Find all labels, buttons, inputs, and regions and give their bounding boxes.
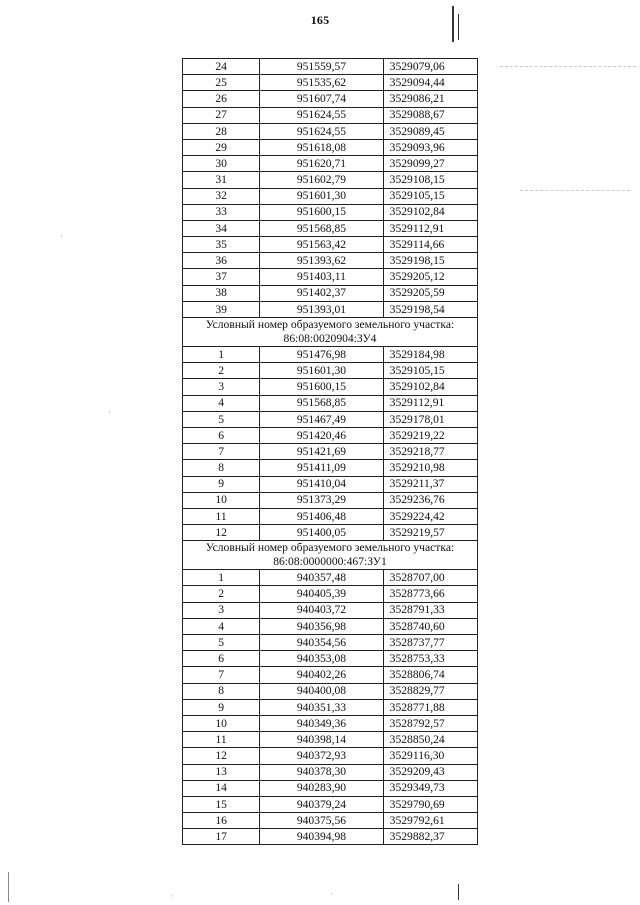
y-coordinate-cell: 3529099,27 bbox=[383, 156, 477, 172]
point-number-cell: 36 bbox=[183, 253, 260, 269]
x-coordinate-cell: 951373,29 bbox=[260, 492, 383, 508]
y-coordinate-cell: 3529112,91 bbox=[383, 395, 477, 411]
table-row bbox=[183, 651, 478, 667]
x-coordinate-cell: 951559,57 bbox=[260, 59, 383, 75]
point-number-cell: 9 bbox=[183, 476, 260, 492]
y-coordinate-cell: 3528850,24 bbox=[383, 732, 477, 748]
table-row bbox=[183, 699, 478, 715]
table-row bbox=[183, 188, 478, 204]
point-number-cell: 25 bbox=[183, 75, 260, 91]
table-row bbox=[183, 156, 478, 172]
table-row bbox=[183, 123, 478, 139]
y-coordinate-cell: 3528829,77 bbox=[383, 683, 477, 699]
table-row bbox=[183, 602, 478, 618]
point-number-cell: 15 bbox=[183, 796, 260, 812]
point-number-cell: 31 bbox=[183, 172, 260, 188]
page-number: 165 bbox=[310, 13, 330, 27]
x-coordinate-cell: 940283,90 bbox=[260, 780, 383, 796]
table-row bbox=[183, 732, 478, 748]
y-coordinate-cell: 3528792,57 bbox=[383, 715, 477, 731]
scan-speck: · bbox=[170, 892, 173, 902]
point-number-cell: 34 bbox=[183, 220, 260, 236]
y-coordinate-cell: 3529102,84 bbox=[383, 379, 477, 395]
x-coordinate-cell: 940349,36 bbox=[260, 715, 383, 731]
y-coordinate-cell: 3529224,42 bbox=[383, 508, 477, 524]
x-coordinate-cell: 951620,71 bbox=[260, 156, 383, 172]
x-coordinate-cell: 940375,56 bbox=[260, 813, 383, 829]
x-coordinate-cell: 951607,74 bbox=[260, 91, 383, 107]
y-coordinate-cell: 3529108,15 bbox=[383, 172, 477, 188]
y-coordinate-cell: 3529114,66 bbox=[383, 237, 477, 253]
scan-dash-line bbox=[520, 190, 630, 191]
y-coordinate-cell: 3528791,33 bbox=[383, 602, 477, 618]
table-row bbox=[183, 635, 478, 651]
table-row bbox=[183, 508, 478, 524]
y-coordinate-cell: 3529089,45 bbox=[383, 123, 477, 139]
section-header-line: 86:08:0000000:467:ЗУ1 bbox=[273, 555, 387, 569]
y-coordinate-cell: 3529205,12 bbox=[383, 269, 477, 285]
point-number-cell: 27 bbox=[183, 107, 260, 123]
section-header-line: 86:08:0020904:ЗУ4 bbox=[283, 332, 377, 345]
table-row bbox=[183, 813, 478, 829]
table-row bbox=[183, 379, 478, 395]
point-number-cell: 11 bbox=[183, 508, 260, 524]
table-row bbox=[183, 139, 478, 155]
point-number-cell: 8 bbox=[183, 683, 260, 699]
point-number-cell: 24 bbox=[183, 59, 260, 75]
y-coordinate-cell: 3529105,15 bbox=[383, 188, 477, 204]
x-coordinate-cell: 951600,15 bbox=[260, 204, 383, 220]
x-coordinate-cell: 940351,33 bbox=[260, 699, 383, 715]
table-row bbox=[183, 269, 478, 285]
y-coordinate-cell: 3529792,61 bbox=[383, 813, 477, 829]
x-coordinate-cell: 940353,08 bbox=[260, 651, 383, 667]
y-coordinate-cell: 3529236,76 bbox=[383, 492, 477, 508]
section-header-line: Условный номер образуемого земельного участка: bbox=[205, 541, 455, 555]
y-coordinate-cell: 3529178,01 bbox=[383, 411, 477, 427]
x-coordinate-cell: 951411,09 bbox=[260, 460, 383, 476]
table-row bbox=[183, 395, 478, 411]
y-coordinate-cell: 3529218,77 bbox=[383, 444, 477, 460]
point-number-cell: 3 bbox=[183, 379, 260, 395]
table-row bbox=[183, 764, 478, 780]
point-number-cell: 16 bbox=[183, 813, 260, 829]
table-row bbox=[183, 667, 478, 683]
table-row bbox=[183, 618, 478, 634]
point-number-cell: 5 bbox=[183, 635, 260, 651]
y-coordinate-cell: 3529088,67 bbox=[383, 107, 477, 123]
y-coordinate-cell: 3528806,74 bbox=[383, 667, 477, 683]
x-coordinate-cell: 940379,24 bbox=[260, 796, 383, 812]
point-number-cell: 12 bbox=[183, 525, 260, 541]
x-coordinate-cell: 951403,11 bbox=[260, 269, 383, 285]
point-number-cell: 4 bbox=[183, 618, 260, 634]
scan-margin-mark bbox=[452, 6, 454, 42]
y-coordinate-cell: 3529198,54 bbox=[383, 301, 477, 317]
point-number-cell: 11 bbox=[183, 732, 260, 748]
coordinates-table bbox=[182, 58, 478, 845]
table-row bbox=[183, 285, 478, 301]
x-coordinate-cell: 951601,30 bbox=[260, 363, 383, 379]
point-number-cell: 26 bbox=[183, 91, 260, 107]
y-coordinate-cell: 3529205,59 bbox=[383, 285, 477, 301]
x-coordinate-cell: 940400,08 bbox=[260, 683, 383, 699]
point-number-cell: 6 bbox=[183, 427, 260, 443]
point-number-cell: 37 bbox=[183, 269, 260, 285]
section-header-cell bbox=[183, 318, 478, 347]
table-row bbox=[183, 476, 478, 492]
table-row bbox=[183, 107, 478, 123]
x-coordinate-cell: 951624,55 bbox=[260, 123, 383, 139]
x-coordinate-cell: 951402,37 bbox=[260, 285, 383, 301]
y-coordinate-cell: 3528773,66 bbox=[383, 586, 477, 602]
y-coordinate-cell: 3528707,00 bbox=[383, 570, 477, 586]
point-number-cell: 1 bbox=[183, 570, 260, 586]
point-number-cell: 6 bbox=[183, 651, 260, 667]
table-row bbox=[183, 586, 478, 602]
y-coordinate-cell: 3529198,15 bbox=[383, 253, 477, 269]
y-coordinate-cell: 3529219,57 bbox=[383, 525, 477, 541]
point-number-cell: 33 bbox=[183, 204, 260, 220]
scan-dash-line bbox=[500, 66, 636, 67]
y-coordinate-cell: 3529210,98 bbox=[383, 460, 477, 476]
point-number-cell: 10 bbox=[183, 492, 260, 508]
y-coordinate-cell: 3529102,84 bbox=[383, 204, 477, 220]
scan-margin-mark bbox=[8, 872, 9, 902]
x-coordinate-cell: 951393,01 bbox=[260, 301, 383, 317]
section-header-row bbox=[183, 541, 478, 570]
point-number-cell: 30 bbox=[183, 156, 260, 172]
x-coordinate-cell: 951535,62 bbox=[260, 75, 383, 91]
point-number-cell: 9 bbox=[183, 699, 260, 715]
x-coordinate-cell: 951624,55 bbox=[260, 107, 383, 123]
x-coordinate-cell: 940405,39 bbox=[260, 586, 383, 602]
table-row bbox=[183, 75, 478, 91]
x-coordinate-cell: 951406,48 bbox=[260, 508, 383, 524]
table-row bbox=[183, 570, 478, 586]
x-coordinate-cell: 951410,04 bbox=[260, 476, 383, 492]
y-coordinate-cell: 3529219,22 bbox=[383, 427, 477, 443]
point-number-cell: 7 bbox=[183, 667, 260, 683]
scan-margin-mark bbox=[458, 884, 459, 900]
table-row bbox=[183, 427, 478, 443]
table-row bbox=[183, 444, 478, 460]
point-number-cell: 5 bbox=[183, 411, 260, 427]
point-number-cell: 32 bbox=[183, 188, 260, 204]
table-row bbox=[183, 796, 478, 812]
point-number-cell: 4 bbox=[183, 395, 260, 411]
x-coordinate-cell: 951601,30 bbox=[260, 188, 383, 204]
table-row bbox=[183, 347, 478, 363]
y-coordinate-cell: 3528740,60 bbox=[383, 618, 477, 634]
point-number-cell: 35 bbox=[183, 237, 260, 253]
x-coordinate-cell: 951400,05 bbox=[260, 525, 383, 541]
x-coordinate-cell: 951467,49 bbox=[260, 411, 383, 427]
table-row bbox=[183, 253, 478, 269]
point-number-cell: 38 bbox=[183, 285, 260, 301]
x-coordinate-cell: 940403,72 bbox=[260, 602, 383, 618]
x-coordinate-cell: 951568,85 bbox=[260, 220, 383, 236]
y-coordinate-cell: 3529116,30 bbox=[383, 748, 477, 764]
table-row bbox=[183, 460, 478, 476]
y-coordinate-cell: 3529079,06 bbox=[383, 59, 477, 75]
y-coordinate-cell: 3528771,88 bbox=[383, 699, 477, 715]
y-coordinate-cell: 3529093,96 bbox=[383, 139, 477, 155]
table-row bbox=[183, 220, 478, 236]
point-number-cell: 10 bbox=[183, 715, 260, 731]
x-coordinate-cell: 951563,42 bbox=[260, 237, 383, 253]
table-row bbox=[183, 91, 478, 107]
scan-speck: · bbox=[330, 890, 333, 900]
point-number-cell: 7 bbox=[183, 444, 260, 460]
point-number-cell: 8 bbox=[183, 460, 260, 476]
y-coordinate-cell: 3529211,37 bbox=[383, 476, 477, 492]
x-coordinate-cell: 951618,08 bbox=[260, 139, 383, 155]
x-coordinate-cell: 951476,98 bbox=[260, 347, 383, 363]
point-number-cell: 29 bbox=[183, 139, 260, 155]
table-row bbox=[183, 204, 478, 220]
table-row bbox=[183, 172, 478, 188]
x-coordinate-cell: 940357,48 bbox=[260, 570, 383, 586]
table-row bbox=[183, 237, 478, 253]
y-coordinate-cell: 3529209,43 bbox=[383, 764, 477, 780]
x-coordinate-cell: 940398,14 bbox=[260, 732, 383, 748]
table-row bbox=[183, 411, 478, 427]
table-row bbox=[183, 715, 478, 731]
point-number-cell: 2 bbox=[183, 363, 260, 379]
point-number-cell: 3 bbox=[183, 602, 260, 618]
x-coordinate-cell: 940402,26 bbox=[260, 667, 383, 683]
x-coordinate-cell: 940372,93 bbox=[260, 748, 383, 764]
table-row bbox=[183, 829, 478, 845]
y-coordinate-cell: 3529112,91 bbox=[383, 220, 477, 236]
y-coordinate-cell: 3529094,44 bbox=[383, 75, 477, 91]
point-number-cell: 28 bbox=[183, 123, 260, 139]
x-coordinate-cell: 951421,69 bbox=[260, 444, 383, 460]
x-coordinate-cell: 940356,98 bbox=[260, 618, 383, 634]
point-number-cell: 14 bbox=[183, 780, 260, 796]
y-coordinate-cell: 3528737,77 bbox=[383, 635, 477, 651]
x-coordinate-cell: 940354,56 bbox=[260, 635, 383, 651]
y-coordinate-cell: 3529349,73 bbox=[383, 780, 477, 796]
table-row bbox=[183, 59, 478, 75]
table-row bbox=[183, 780, 478, 796]
y-coordinate-cell: 3529790,69 bbox=[383, 796, 477, 812]
section-header-line: Условный номер образуемого земельного участка: bbox=[205, 318, 455, 331]
x-coordinate-cell: 951393,62 bbox=[260, 253, 383, 269]
y-coordinate-cell: 3529184,98 bbox=[383, 347, 477, 363]
x-coordinate-cell: 951420,46 bbox=[260, 427, 383, 443]
point-number-cell: 13 bbox=[183, 764, 260, 780]
point-number-cell: 17 bbox=[183, 829, 260, 845]
point-number-cell: 2 bbox=[183, 586, 260, 602]
table-row bbox=[183, 363, 478, 379]
scan-speck: · bbox=[60, 232, 63, 242]
table-row bbox=[183, 748, 478, 764]
table-row bbox=[183, 301, 478, 317]
x-coordinate-cell: 951568,85 bbox=[260, 395, 383, 411]
scan-margin-mark bbox=[458, 14, 459, 40]
section-header-cell bbox=[183, 541, 478, 570]
y-coordinate-cell: 3529882,37 bbox=[383, 829, 477, 845]
y-coordinate-cell: 3528753,33 bbox=[383, 651, 477, 667]
x-coordinate-cell: 940378,30 bbox=[260, 764, 383, 780]
table-row bbox=[183, 683, 478, 699]
section-header-row bbox=[183, 318, 478, 347]
point-number-cell: 12 bbox=[183, 748, 260, 764]
x-coordinate-cell: 951602,79 bbox=[260, 172, 383, 188]
table-row bbox=[183, 492, 478, 508]
x-coordinate-cell: 951600,15 bbox=[260, 379, 383, 395]
point-number-cell: 1 bbox=[183, 347, 260, 363]
y-coordinate-cell: 3529086,21 bbox=[383, 91, 477, 107]
x-coordinate-cell: 940394,98 bbox=[260, 829, 383, 845]
scan-speck: · bbox=[108, 408, 111, 418]
table-row bbox=[183, 525, 478, 541]
point-number-cell: 39 bbox=[183, 301, 260, 317]
y-coordinate-cell: 3529105,15 bbox=[383, 363, 477, 379]
